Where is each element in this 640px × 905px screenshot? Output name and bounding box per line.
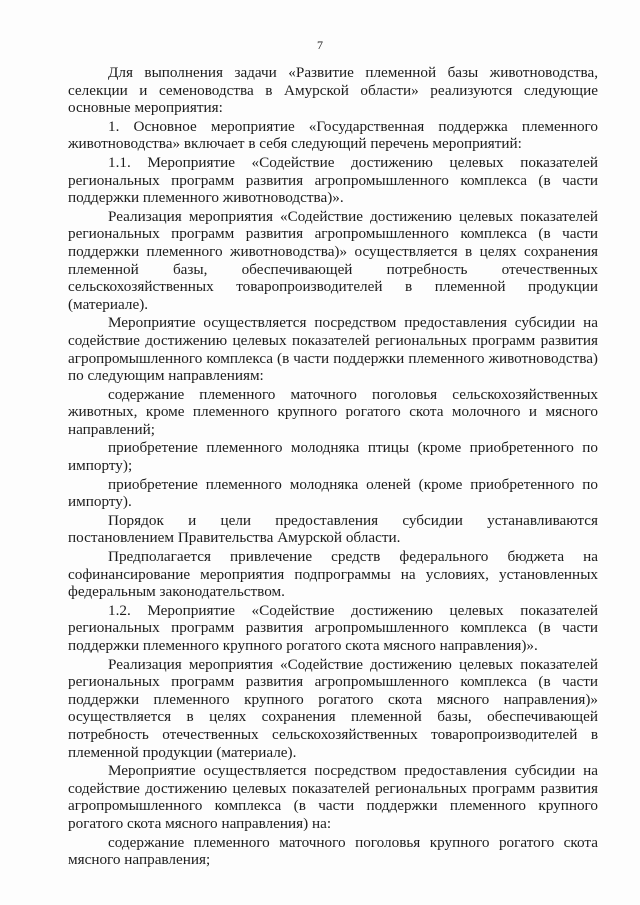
paragraph-intro: Для выполнения задачи «Развитие племенной базы животноводства, селекции и семеноводства в Амурской области» реализуются следующие основные мероприятия: — [68, 64, 598, 117]
paragraph-direction-beef-cattle: содержание племенного маточного поголовья крупного рогатого скота мясного направления; — [68, 833, 598, 869]
paragraph-subsidy-1-1: Мероприятие осуществляется посредством предоставления субсидии на содействие достижению целевых показателей региональных программ развития агропромышленного комплекса (в части поддержки племенного животноводства) по следующим направлениям: — [68, 314, 598, 385]
paragraph-direction-poultry: приобретение племенного молодняка птицы (кроме приобретенного по импорту); — [68, 439, 598, 475]
page-number: 7 — [317, 38, 323, 52]
paragraph-direction-maintenance: содержание племенного маточного поголовья сельскохозяйственных животных, кроме племенного крупного рогатого скота молочного и мясного направлений; — [68, 385, 598, 438]
paragraph-implementation-1-2: Реализация мероприятия «Содействие достижению целевых показателей региональных программ развития агропромышленного комплекса (в части поддержки племенного крупного рогатого скота мясного направления)» осуществляется в целях сохранения племенной базы, обеспечивающей потребность отечественных сельскохозяйственных товаропроизводителей в племенной продукции (материале). — [68, 655, 598, 761]
paragraph-main-activity: 1. Основное мероприятие «Государственная поддержка племенного животноводства» включает в себя следующий перечень мероприятий: — [68, 117, 598, 153]
paragraph-direction-deer: приобретение племенного молодняка оленей (кроме приобретенного по импорту). — [68, 475, 598, 511]
paragraph-subsidy-1-2: Мероприятие осуществляется посредством предоставления субсидии на содействие достижению целевых показателей региональных программ развития агропромышленного комплекса (в части поддержки племенного крупного рогатого скота мясного направления) на: — [68, 762, 598, 832]
paragraph-activity-1-1: 1.1. Мероприятие «Содействие достижению целевых показателей региональных программ развития агропромышленного комплекса (в части поддержки племенного животноводства)». — [68, 153, 598, 207]
paragraph-activity-1-2: 1.2. Мероприятие «Содействие достижению целевых показателей региональных программ развития агропромышленного комплекса (в части поддержки племенного крупного рогатого скота мясного направления)». — [68, 601, 598, 654]
paragraph-federal-funding: Предполагается привлечение средств федерального бюджета на софинансирование мероприятия подпрограммы на условиях, установленных федеральным законодательством. — [68, 548, 598, 601]
paragraph-implementation-1-1: Реализация мероприятия «Содействие достижению целевых показателей региональных программ развития агропромышленного комплекса (в части поддержки племенного животноводства)» осуществляется в целях сохранения племенной базы, обеспечивающей потребность отечественных сельскохозяйственных товаропроизводителей в племенной продукции (материале). — [68, 207, 598, 313]
body-text — [68, 64, 598, 870]
paragraph-procedure: Порядок и цели предоставления субсидии устанавливаются постановлением Правительства Амурской области. — [68, 511, 598, 547]
